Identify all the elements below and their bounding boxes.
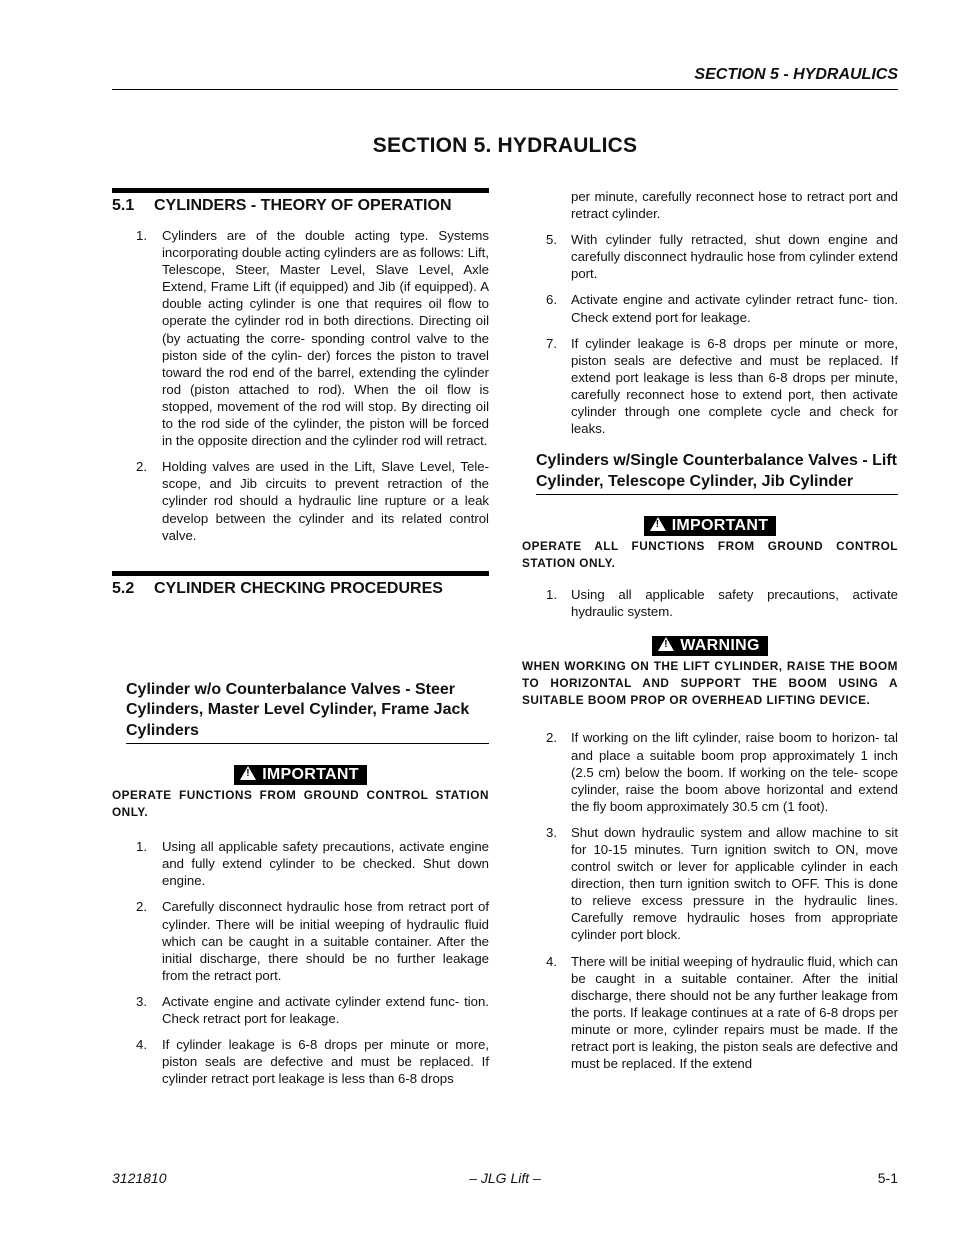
item-number: 2. — [136, 459, 147, 475]
item-number: 1. — [136, 839, 147, 855]
document-number: 3121810 — [112, 1170, 167, 1186]
list-item — [112, 993, 489, 1027]
section-title: CYLINDER CHECKING PROCEDURES — [154, 579, 443, 597]
left-column — [112, 188, 489, 1096]
item-number: 4. — [136, 1037, 147, 1053]
section-title: CYLINDERS - THEORY OF OPERATION — [154, 197, 452, 214]
item-text: Carefully disconnect hydraulic hose from retract port of cylinder. There will be initial weeping of hydraulic fluid which can be caught in a suitable container. After the initial discharge, there should be no further leakage from the retract port. — [162, 899, 489, 983]
list-item — [522, 231, 898, 282]
important-badge-wrap — [112, 765, 489, 785]
list-item — [112, 1036, 489, 1087]
item-number: 4. — [546, 953, 557, 969]
page-number: 5-1 — [877, 1170, 898, 1186]
warning-triangle-icon — [658, 637, 674, 651]
s52-list — [112, 838, 489, 1087]
list-item — [522, 586, 898, 620]
item-text: Activate engine and activate cylinder retract func- tion. Check extend port for leakage. — [571, 292, 898, 325]
item-text: Cylinders are of the double acting type. Systems incorporating double acting cylinders are as follows: Lift, Telescope, Steer, Master Level, Slave Level, Axle Extend, Frame Lift (if equipped) and Jib (if equipped). A double acting cylinder is one that requires oil flow to operate the cylinder rod in both directions. Directing oil (by actuating the corre- sponding control valve to the piston side of the cylin- der) forces the piston to travel toward the rod end of the barrel, extending the cylinder rod (piston attached to rod). When the oil flow is stopped, movement of the rod will stop. By directing oil to the rod side of the cylinder, the piston will be forced in the opposite direction and the cylinder rod will retract. — [162, 228, 489, 449]
warning-triangle-icon — [650, 517, 666, 531]
item-text: If cylinder leakage is 6-8 drops per minute or more, piston seals are defective and must be replaced. If extend port leakage is less than 6-8 drops per minute, carefully reconnect hose to extend port, then activate cylinder through one complete cycle and check for leaks. — [571, 335, 898, 437]
list-item — [112, 458, 489, 543]
list-item — [112, 898, 489, 983]
badge-label: WARNING — [680, 637, 760, 655]
item-text: With cylinder fully retracted, shut down engine and carefully disconnect hydraulic hose from cylinder extend port. — [571, 232, 898, 282]
subsection-heading: Cylinders w/Single Counterbalance Valves - Lift Cylinder, Telescope Cylinder, Jib Cylinder — [536, 451, 898, 495]
list-item — [522, 824, 898, 944]
running-head: SECTION 5 - HYDRAULICS — [694, 66, 898, 83]
item-number: 2. — [546, 730, 557, 746]
important-note: OPERATE FUNCTIONS FROM GROUND CONTROL STATION ONLY. — [112, 788, 489, 820]
warning-badge-wrap — [522, 636, 898, 656]
s51-list — [112, 227, 489, 544]
item-text: Activate engine and activate cylinder extend func- tion. Check retract port for leakage. — [162, 993, 489, 1027]
item-text: If working on the lift cylinder, raise boom to horizon- tal and place a suitable boom prop approximately 1 inch (2.5 cm) below the boom. If working on the tele- scope cylinder, raise the boom above horizontal and extend the fly boom approximately 30.5 cm (1 foot). — [571, 730, 898, 814]
warning-triangle-icon — [240, 766, 256, 780]
s2-list-b — [522, 729, 898, 1072]
item-number: 1. — [136, 228, 147, 243]
continued-list — [522, 188, 898, 437]
item-text: There will be initial weeping of hydraulic fluid, which can be caught in a suitable container. After the initial discharge, there should not be any further leakage from the ports. If leakage continues at a rate of 6-8 drops per minute or more, cylinder repairs must be made. If the retract port is leaking, the piston seals are defective and must be replaced. If the extend — [571, 953, 898, 1072]
list-item — [522, 291, 898, 325]
list-item — [522, 953, 898, 1073]
important-badge-wrap — [522, 516, 898, 536]
item-number: 5. — [546, 232, 557, 248]
list-item-continued — [522, 188, 898, 222]
item-text: If cylinder leakage is 6-8 drops per minute or more, piston seals are defective and must be replaced. If cylinder retract port leakage is less than 6-8 drops — [162, 1037, 489, 1087]
section-number: 5.1 — [112, 197, 135, 214]
item-number: 6. — [546, 292, 557, 308]
list-item — [522, 729, 898, 814]
section-number: 5.2 — [112, 579, 135, 597]
item-number: 3. — [546, 824, 557, 840]
badge-label: IMPORTANT — [671, 517, 769, 535]
item-number: 3. — [136, 993, 147, 1009]
item-text: per minute, carefully reconnect hose to retract port and retract cylinder. — [571, 189, 898, 222]
badge-label: IMPORTANT — [262, 766, 359, 784]
section-5-2-heading — [112, 571, 489, 598]
list-item — [522, 335, 898, 438]
warning-badge — [652, 636, 767, 656]
item-text: Shut down hydraulic system and allow machine to sit for 10-15 minutes. Turn ignition switch to ON, move control switch or lever for applicable cylinder in each direction, then turn ignition switch to OFF. This is done to relieve excess pressure in the hydraulic lines. Carefully remove hydraulic hoses from appropriate cylinder port block. — [571, 824, 898, 943]
item-number: 7. — [546, 335, 557, 351]
item-number: 1. — [546, 587, 557, 603]
s2-list-a — [522, 586, 898, 620]
item-number: 2. — [136, 899, 147, 915]
list-item — [112, 227, 489, 449]
warning-note: WHEN WORKING ON THE LIFT CYLINDER, RAISE THE BOOM TO HORIZONTAL AND SUPPORT THE BOOM USING A SUITABLE BOOM PROP OR OVERHEAD LIFTING DEVICE. — [522, 659, 898, 708]
important-note: OPERATE ALL FUNCTIONS FROM GROUND CONTROL STATION ONLY. — [522, 539, 898, 571]
item-text: Using all applicable safety precautions, activate engine and fully extend cylinder to be checked. Shut down engine. — [162, 839, 489, 889]
important-badge — [234, 765, 367, 785]
page-title: SECTION 5. HYDRAULICS — [372, 134, 638, 157]
footer-center: – JLG Lift – — [469, 1170, 541, 1186]
header-rule — [112, 89, 898, 90]
item-text: Using all applicable safety precautions, activate hydraulic system. — [571, 587, 898, 620]
right-column — [522, 188, 898, 1081]
list-item — [112, 838, 489, 889]
important-badge — [644, 516, 777, 536]
subsection-heading: Cylinder w/o Counterbalance Valves - Steer Cylinders, Master Level Cylinder, Frame Jack Cylinders — [126, 680, 489, 745]
section-5-1-heading — [112, 188, 489, 215]
item-text: Holding valves are used in the Lift, Slave Level, Tele- scope, and Jib circuits to prevent retraction of the cylinder rod should a hydraulic line rupture or a leak develop between the cylinder and its related control valve. — [162, 459, 489, 543]
